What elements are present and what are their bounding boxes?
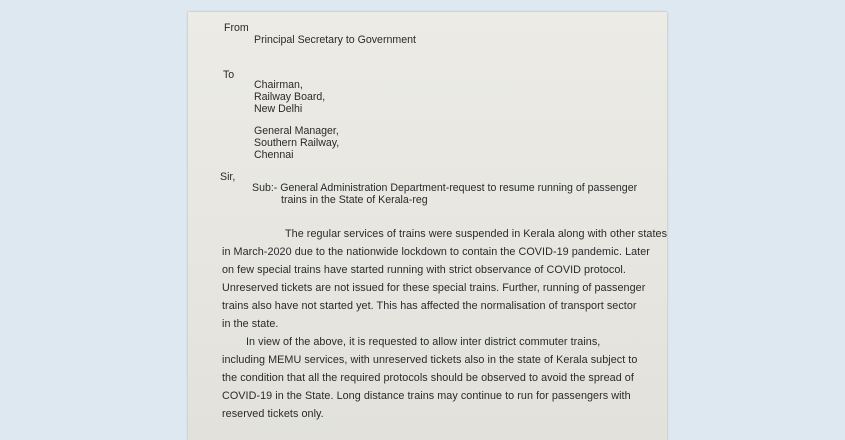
paragraph1-line1: The regular services of trains were suspended in Kerala along with other states — [285, 228, 668, 240]
to-label: To — [223, 69, 235, 81]
recipient1-line2: Railway Board, — [254, 91, 326, 103]
paragraph1-line3: on few special trains have started running with strict observance of COVID protocol. — [222, 264, 626, 276]
paragraph2-line2: including MEMU services, with unreserved tickets also in the state of Kerala subject to — [222, 354, 638, 366]
paragraph1-line6: in the state. — [222, 318, 279, 330]
paragraph2-line5: reserved tickets only. — [222, 408, 324, 420]
recipient2-line1: General Manager, — [254, 125, 339, 137]
sender-name: Principal Secretary to Government — [254, 34, 416, 46]
recipient2-line3: Chennai — [254, 149, 294, 161]
paragraph2-line4: COVID-19 in the State. Long distance trains may continue to run for passengers with — [222, 390, 631, 402]
recipient1-line1: Chairman, — [254, 79, 303, 91]
paragraph1-line4: Unreserved tickets are not issued for these special trains. Further, running of passenger — [222, 282, 646, 294]
recipient2-line2: Southern Railway, — [254, 137, 340, 149]
paragraph2-line1: In view of the above, it is requested to allow inter district commuter trains, — [246, 336, 601, 348]
from-label: From — [224, 22, 249, 34]
recipient1-line3: New Delhi — [254, 103, 303, 115]
letter-page — [188, 12, 667, 440]
subject-line1: Sub:- General Administration Department-request to resume running of passenger — [252, 182, 638, 194]
paragraph2-line3: the condition that all the required protocols should be observed to avoid the spread of — [222, 372, 634, 384]
paragraph1-line5: trains also have not started yet. This has affected the normalisation of transport sector — [222, 300, 637, 312]
salutation: Sir, — [220, 171, 236, 183]
paragraph1-line2: in March-2020 due to the nationwide lockdown to contain the COVID-19 pandemic. Later — [222, 246, 650, 258]
subject-line2: trains in the State of Kerala-reg — [281, 194, 428, 206]
